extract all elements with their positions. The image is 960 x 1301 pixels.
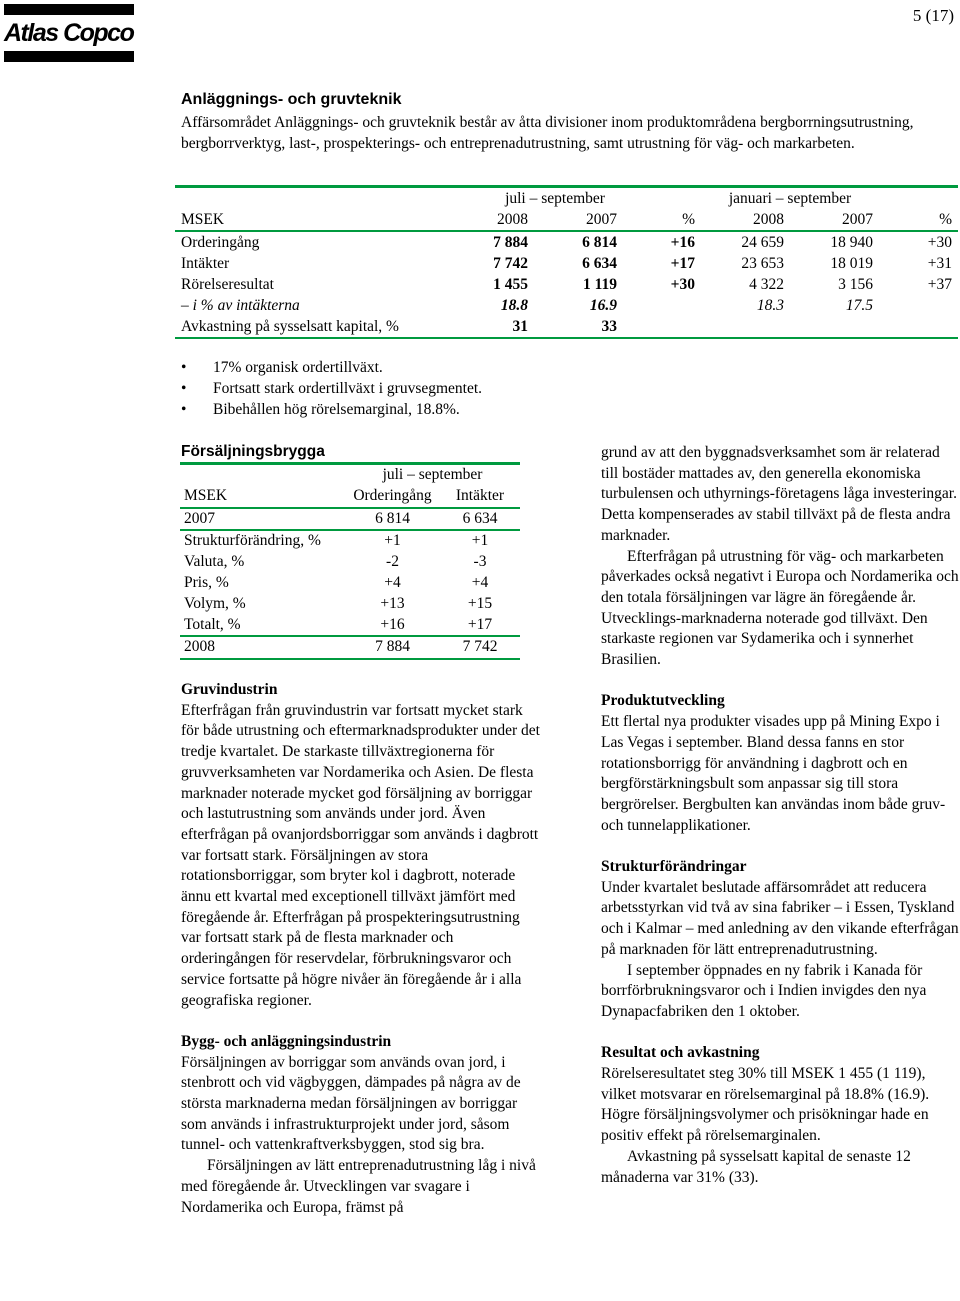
row-label: – i % av intäkterna	[181, 297, 300, 314]
cell: 23 653	[741, 255, 784, 272]
cell: 6 634	[440, 508, 520, 531]
cell	[790, 316, 879, 338]
construction-heading: Bygg- och anläggningsindustrin	[181, 1032, 392, 1050]
cell: 1 455	[493, 276, 528, 293]
table-row	[180, 508, 520, 531]
structure-paragraph-2: I september öppnades en ny fabrik i Kanada för borrförbrukningsvaror och i Indien invigdes den nya Dynapacfabriken den 1 oktober.	[601, 961, 927, 1020]
bridge-period: juli – september	[345, 464, 520, 486]
cell: +31	[927, 255, 952, 272]
right-paragraph-1: grund av att den byggnadsverksamhet som är relaterad till bostäder mattades av, den generella ekonomiska turbulensen och uthyrnings-företagens låga investeringar. Detta kompenserades av stabil tillväxt på de flesta andra marknader.	[601, 444, 957, 544]
cell: 18.3	[756, 297, 784, 314]
cell: 6 814	[345, 508, 440, 531]
cell: 31	[453, 316, 534, 338]
right-paragraph-2: Efterfrågan på utrustning för väg- och markarbeten påverkades också negativt i Europa och Nordamerika och den totala försäljningen var lägre än föregående år. Utvecklings-marknaderna noterade god tillväxt. Den starkaste regionen var Sydamerika och i synnerhet Brasilien.	[601, 547, 959, 669]
col-y-2007: 2007	[790, 209, 879, 231]
row-label: Rörelseresultat	[181, 276, 274, 293]
cell: 7 742	[440, 636, 520, 659]
row-label: 2007	[180, 508, 345, 531]
cell	[623, 295, 701, 316]
row-label: Strukturförändring, %	[184, 532, 321, 550]
row-label: Totalt, %	[180, 615, 345, 637]
row-label: Pris, %	[184, 573, 229, 591]
bridge-title: Försäljningsbrygga	[181, 443, 325, 460]
key-figures-header-row	[175, 209, 958, 231]
structure-heading: Strukturförändringar	[601, 858, 747, 876]
cell: +17	[440, 615, 520, 637]
logo-bar-top	[4, 4, 134, 15]
cell: +30	[927, 234, 952, 251]
list-item: • 17% organisk ordertillväxt.	[181, 357, 482, 378]
construction-paragraph: Försäljningen av borriggar som används ovan jord, i stenbrott och vid vägbyggen, dämpades på några av de största marknaderna medan försäljningen av borriggar som används i infrastrukturprojekt under jord, såsom tunnel- och vattenkraftverksbyggen, stod sig bra.	[181, 1053, 521, 1154]
cell: 17.5	[845, 297, 873, 314]
right-column	[601, 443, 959, 1188]
row-label: Intäkter	[181, 255, 230, 272]
result-heading: Resultat och avkastning	[601, 1044, 760, 1062]
bridge-col-revenue: Intäkter	[440, 486, 520, 508]
cell: +30	[670, 276, 695, 293]
cell: 6 814	[582, 234, 617, 251]
key-figures-period-row	[175, 187, 958, 210]
row-label: Valuta, %	[184, 553, 245, 571]
col-y-pct: %	[879, 209, 958, 231]
cell	[879, 316, 958, 338]
col-unit: MSEK	[175, 209, 453, 231]
col-q-2008: 2008	[453, 209, 534, 231]
bridge-period-row	[180, 464, 520, 486]
page-number: 5 (17)	[912, 6, 954, 25]
table-row	[180, 573, 520, 594]
period-ytd: januari – september	[701, 187, 879, 210]
table-row	[180, 552, 520, 573]
cell: +13	[380, 594, 405, 612]
mining-paragraph: Efterfrågan från gruvindustrin var fortsatt mycket stark för både utrustning och eftermarknadsprodukter under det tredje kvartalet. De starkaste tillväxtregionerna för gruvverksamheten var Nordamerika och Asien. De flesta marknader noterade mycket god försäljning av borriggar och lastutrustning som används under jord. Även efterfrågan på ovanjordsborriggar som används i dagbrott var fortsatt stark. Försäljningen av stora rotationsborriggar, som bryter kol i dagbrott, noterade ännu ett kvartal med exceptionell tillväxt jämfört med föregående år. Efterfrågan på prospekteringsutrustning var fortsatt stark på de flesta marknader och orderingången för reservdelar, förbrukningsvaror och service fortsatte på högre nivåer än föregående år i alla geografiska regioner.	[181, 701, 540, 1009]
bridge-col-unit: MSEK	[180, 486, 345, 508]
left-column	[181, 680, 541, 1218]
cell: 18 940	[830, 234, 873, 251]
product-paragraph: Ett flertal nya produkter visades upp på Mining Expo i Las Vegas i september. Bland dessa fanns en stor rotationsborrigg för användning i dagbrott och en bergförstärkningsbult som anpassar sig till stora bergrörelser. Bergbulten kan användas inom både gruv- och tunnelapplikationer.	[601, 713, 946, 834]
cell: -3	[473, 553, 487, 571]
cell: +1	[471, 532, 489, 550]
cell: 6 634	[582, 255, 617, 272]
key-figures-table	[175, 185, 958, 339]
list-item: • Bibehållen hög rörelsemarginal, 18.8%.	[181, 399, 482, 420]
cell: 16.9	[589, 297, 617, 314]
table-row	[175, 295, 958, 316]
bridge-col-orders: Orderingång	[345, 486, 440, 508]
cell: +16	[670, 234, 695, 251]
cell: 1 119	[582, 276, 617, 293]
structure-paragraph: Under kvartalet beslutade affärsområdet att reducera arbetsstyrkan vid två av sina fabriker – i Essen, Tyskland och i Kalmar – med anledning av den vikande efterfrågan på marknaden för lätt entreprenadutrustning.	[601, 878, 959, 958]
cell: +37	[927, 276, 952, 293]
col-q-pct: %	[623, 209, 701, 231]
result-paragraph-2: Avkastning på sysselsatt kapital de senaste 12 månaderna var 31% (33).	[601, 1147, 911, 1186]
construction-paragraph-2: Försäljningen av lätt entreprenadutrustning låg i nivå med föregående år. Utvecklingen var svagare i Nordamerika och Europa, främst på	[181, 1157, 536, 1216]
logo-bar-bottom	[4, 51, 134, 62]
mining-heading: Gruvindustrin	[181, 681, 278, 698]
table-row	[175, 253, 958, 274]
cell: 7 884	[345, 636, 440, 659]
section-intro: Affärsområdet Anläggnings- och gruvteknik består av åtta divisioner inom produktområdena bergborrningsutrustning, bergborrverktyg, last-, prospekterings- och entreprenadutrustning, samt utrustning för väg- och markarbeten.	[181, 114, 914, 152]
cell: 7 742	[493, 255, 528, 272]
row-label: Avkastning på sysselsatt kapital, %	[175, 316, 453, 338]
table-row	[180, 594, 520, 615]
cell	[879, 295, 958, 316]
cell: +1	[384, 532, 401, 550]
cell: +4	[471, 573, 489, 591]
cell: 18.8	[500, 297, 528, 314]
cell: +4	[384, 573, 401, 591]
table-row	[180, 636, 520, 659]
cell: +15	[467, 594, 493, 612]
cell: 24 659	[741, 234, 784, 251]
result-paragraph: Rörelseresultatet steg 30% till MSEK 1 455 (1 119), vilket motsvarar en rörelsemarginal på 18.8% (16.9). Högre försäljningsvolymer och prisökningar hade en positiv effekt på rörelsemarginalen.	[601, 1065, 930, 1145]
col-q-2007: 2007	[534, 209, 623, 231]
table-row	[175, 274, 958, 295]
row-label: Volym, %	[184, 594, 246, 612]
cell: 18 019	[830, 255, 873, 272]
product-heading: Produktutveckling	[601, 692, 725, 710]
table-row	[175, 316, 958, 338]
cell	[701, 316, 790, 338]
highlights-list	[181, 357, 482, 420]
cell	[623, 316, 701, 338]
cell: -2	[386, 553, 399, 571]
table-row	[180, 530, 520, 552]
period-quarter: juli – september	[453, 187, 623, 210]
company-logo: Atlas Copco	[4, 19, 134, 47]
col-y-2008: 2008	[701, 209, 790, 231]
row-label: 2008	[180, 636, 345, 659]
cell: 33	[534, 316, 623, 338]
table-row	[175, 231, 958, 253]
cell: +17	[670, 255, 695, 272]
list-item: • Fortsatt stark ordertillväxt i gruvsegmentet.	[181, 378, 482, 399]
bridge-header-row	[180, 486, 520, 508]
table-row	[180, 615, 520, 637]
section-title: Anläggnings- och gruvteknik	[181, 91, 402, 108]
cell: 4 322	[749, 276, 784, 293]
row-label: Orderingång	[181, 234, 260, 251]
cell: 7 884	[493, 234, 528, 251]
sales-bridge-table	[180, 462, 520, 660]
cell: +16	[345, 615, 440, 637]
cell: 3 156	[838, 276, 873, 293]
